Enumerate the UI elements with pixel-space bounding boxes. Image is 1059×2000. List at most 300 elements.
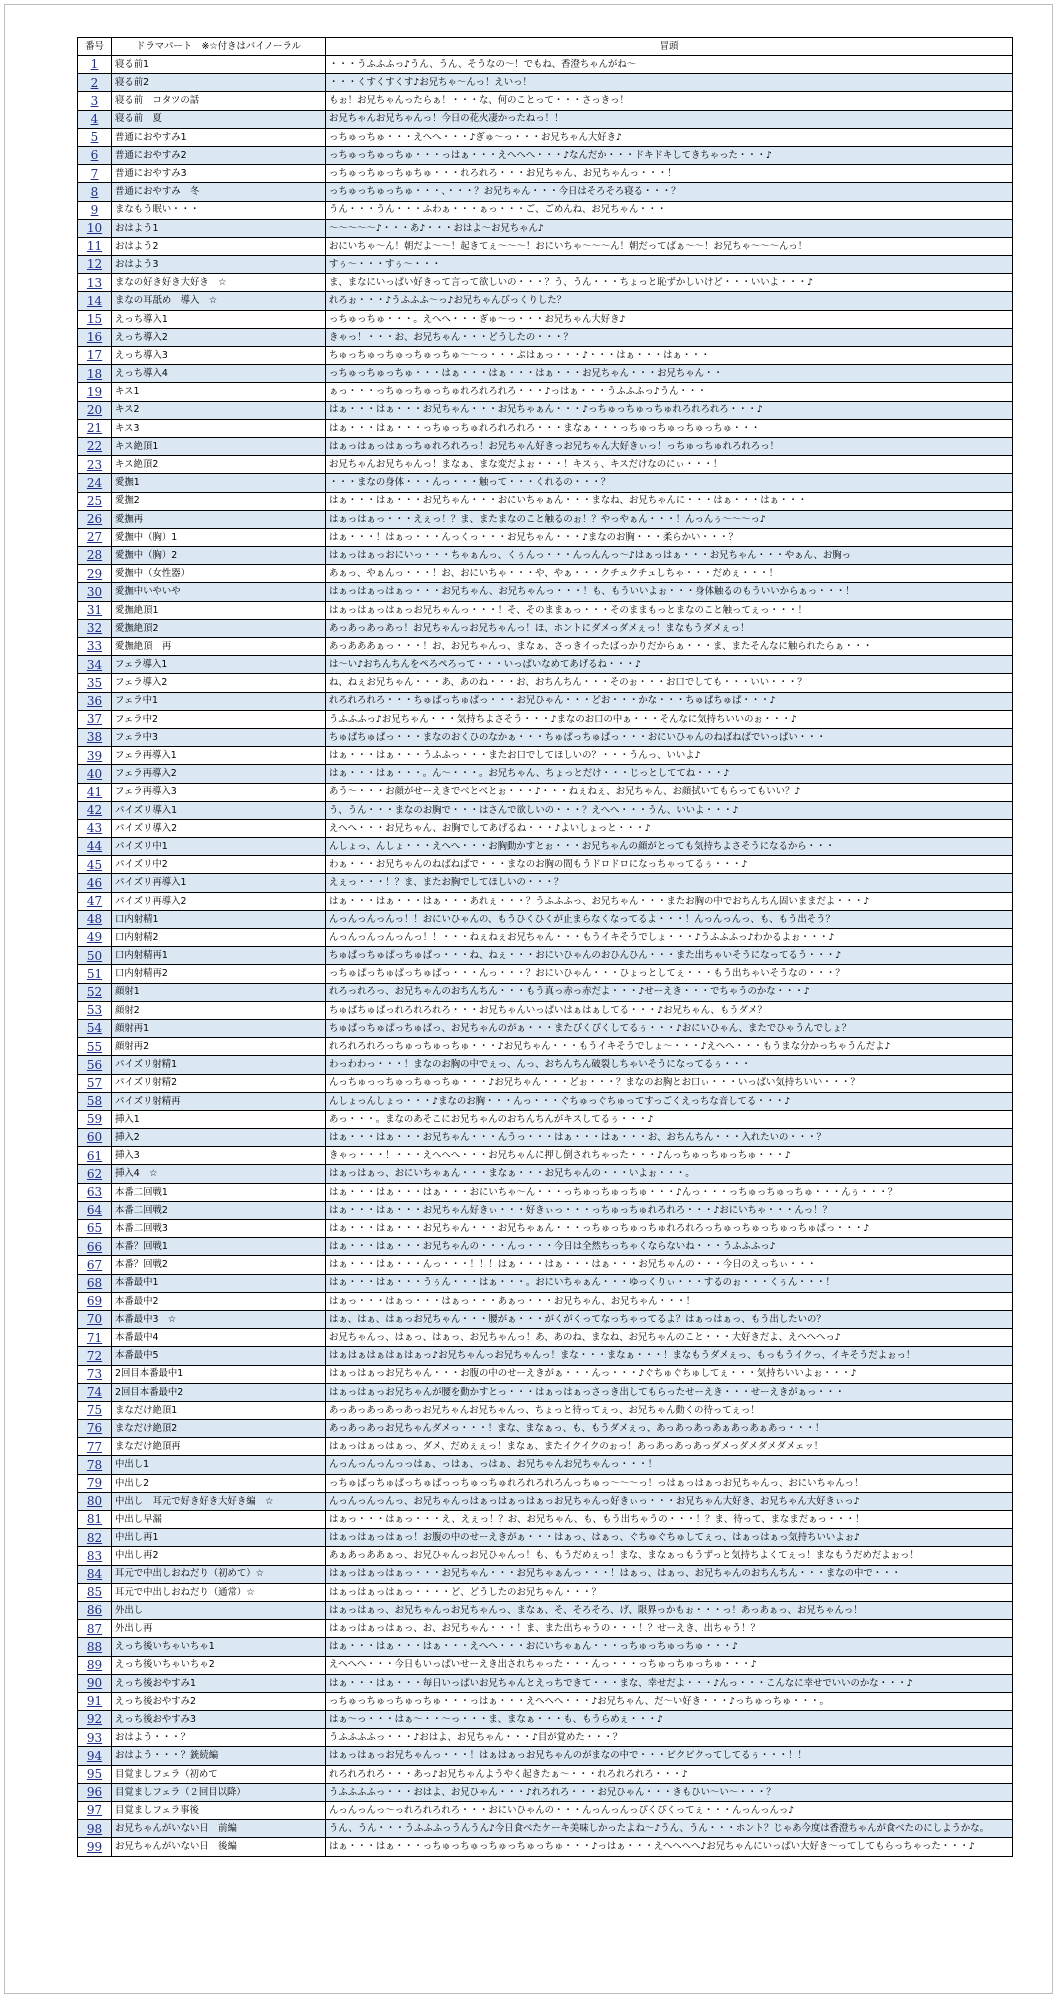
- track-number-link[interactable]: 13: [86, 275, 103, 290]
- table-row: [78, 1565, 1013, 1583]
- track-number-link[interactable]: 68: [86, 1275, 103, 1290]
- track-number-cell: [78, 1529, 112, 1547]
- track-number-cell: [78, 1711, 112, 1729]
- opening-line-cell: お兄ちゃんお兄ちゃんっ！まなぁ、まな変だよぉ・・・！キスぅ、キスだけなのにぃ・・・！: [326, 456, 1013, 474]
- track-number-link[interactable]: 2: [90, 75, 99, 90]
- table-header-row: [78, 38, 1013, 56]
- table-row: [78, 1820, 1013, 1838]
- drama-part-cell: フェラ再導入2: [112, 765, 326, 783]
- table-row: [78, 201, 1013, 219]
- drama-part-cell: 中出し再2: [112, 1547, 326, 1565]
- track-number-link[interactable]: 90: [86, 1676, 103, 1691]
- table-row: [78, 1147, 1013, 1165]
- opening-line-cell: んしょっ、んしょ・・・えへへ・・・お胸動かすとぉ・・・お兄ちゃんの顔がとっても気持ちよさそうになるから・・・: [326, 838, 1013, 856]
- track-number-cell: [78, 1729, 112, 1747]
- drama-part-cell: 愛撫絶頂2: [112, 619, 326, 637]
- drama-part-cell: えっち後いちゃいちゃ2: [112, 1656, 326, 1674]
- track-number-cell: [78, 874, 112, 892]
- track-number-link[interactable]: 10: [86, 221, 103, 236]
- opening-line-cell: わっわわっ・・・！まなのお胸の中でぇっ、んっ、おちんちん破裂しちゃいそうになってるぅ・・・: [326, 1056, 1013, 1074]
- track-number-cell: [78, 474, 112, 492]
- track-number-link[interactable]: 92: [86, 1712, 103, 1727]
- table-row: [78, 1783, 1013, 1801]
- opening-line-cell: れろれろれろ・・・ちゅぱっちゅぱっ・・・お兄ひゃん・・・どお・・・かな・・・ちゅぱちゅぱ・・・♪: [326, 692, 1013, 710]
- track-number-link[interactable]: 62: [86, 1166, 103, 1181]
- track-number-cell: [78, 1765, 112, 1783]
- track-number-cell: [78, 74, 112, 92]
- opening-line-cell: はぁっはぁっはぁっお兄ちゃんっ・・・！そ、そのままぁっ・・・そのままもっとまなのこと触ってぇっ・・・！: [326, 601, 1013, 619]
- track-number-cell: [78, 528, 112, 546]
- track-number-cell: [78, 1438, 112, 1456]
- table-row: [78, 183, 1013, 201]
- track-number-link[interactable]: 12: [86, 257, 103, 272]
- track-number-link[interactable]: 42: [86, 803, 103, 818]
- drama-part-cell: 本番最中4: [112, 1329, 326, 1347]
- track-number-link[interactable]: 83: [86, 1548, 103, 1563]
- track-number-link[interactable]: 67: [86, 1257, 103, 1272]
- table-row: [78, 1638, 1013, 1656]
- table-row: [78, 1038, 1013, 1056]
- table-row: [78, 1019, 1013, 1037]
- track-number-link[interactable]: 78: [86, 1457, 103, 1472]
- track-number-cell: [78, 1674, 112, 1692]
- table-row: [78, 492, 1013, 510]
- opening-line-cell: はぁっはぁっはぁっ、お、お兄ちゃん・・・！ま、また出ちゃうの・・・！？せーえき、出ちゃう！？: [326, 1620, 1013, 1638]
- track-number-link[interactable]: 21: [86, 421, 103, 436]
- track-number-cell: [78, 1110, 112, 1128]
- track-number-link[interactable]: 54: [86, 1021, 103, 1036]
- drama-part-cell: おはよう3: [112, 256, 326, 274]
- track-number-link[interactable]: 48: [86, 912, 103, 927]
- drama-part-cell: フェラ中1: [112, 692, 326, 710]
- track-number-link[interactable]: 31: [86, 603, 103, 618]
- opening-line-cell: うん・・・うん・・・ふわぁ・・・ぁっ・・・ご、ごめんね、お兄ちゃん・・・: [326, 201, 1013, 219]
- opening-line-cell: はぁ・・・はぁ・・・はぁ・・・おにいちゃ〜ん・・・っちゅっちゅっちゅ・・・♪んっ・・・っちゅっちゅっちゅ・・・んぅ・・・？: [326, 1183, 1013, 1201]
- table-row: [78, 1365, 1013, 1383]
- drama-part-cell: 愛撫2: [112, 492, 326, 510]
- table-row: [78, 92, 1013, 110]
- track-number-cell: [78, 819, 112, 837]
- table-row: [78, 1074, 1013, 1092]
- drama-part-cell: おはよう・・・？: [112, 1729, 326, 1747]
- drama-part-cell: まなの好き好き大好き ☆: [112, 274, 326, 292]
- track-number-link[interactable]: 38: [86, 730, 103, 745]
- table-row: [78, 347, 1013, 365]
- table-row: [78, 1529, 1013, 1547]
- drama-part-cell: えっち後おやすみ3: [112, 1711, 326, 1729]
- table-row: [78, 1383, 1013, 1401]
- opening-line-cell: はぁ・・・はぁ・・・お兄ちゃん好きぃ・・・好きぃっ・・・っちゅっちゅれろれろ・・・♪おにいちゃ・・・んっ！？: [326, 1201, 1013, 1219]
- drama-part-cell: パイズリ中2: [112, 856, 326, 874]
- table-row: [78, 165, 1013, 183]
- opening-line-cell: えぇっ・・・！？ま、またお胸でしてほしいの・・・？: [326, 874, 1013, 892]
- track-number-link[interactable]: 36: [86, 693, 103, 708]
- opening-line-cell: んっちゅっっちゅっちゅっちゅ・・・♪お兄ちゃん・・・どぉ・・・？まなのお胸とお口ぃ・・・いっぱい気持ちいい・・・？: [326, 1074, 1013, 1092]
- track-number-cell: [78, 1565, 112, 1583]
- drama-part-cell: 愛撫絶頂1: [112, 601, 326, 619]
- table-row: [78, 983, 1013, 1001]
- drama-part-cell: 愛撫中（胸）1: [112, 528, 326, 546]
- track-number-link[interactable]: 17: [86, 348, 103, 363]
- track-number-link[interactable]: 73: [86, 1366, 103, 1381]
- track-number-link[interactable]: 22: [86, 439, 103, 454]
- drama-part-cell: えっち導入2: [112, 328, 326, 346]
- track-number-link[interactable]: 80: [86, 1494, 103, 1509]
- track-number-link[interactable]: 72: [86, 1348, 103, 1363]
- drama-part-cell: えっち導入1: [112, 310, 326, 328]
- table-row: [78, 910, 1013, 928]
- opening-line-cell: はぁ・・・はぁ・・・はぁ・・・えへへ・・・おにいちゃぁん・・・っちゅっちゅっちゅ・・・♪: [326, 1638, 1013, 1656]
- opening-line-cell: れろれろれろ・・・あっ♪お兄ちゃんようやく起きたぁ〜・・・れろれろれろ・・・♪: [326, 1765, 1013, 1783]
- track-number-cell: [78, 128, 112, 146]
- table-row: [78, 146, 1013, 164]
- track-number-link[interactable]: 44: [86, 839, 103, 854]
- track-number-link[interactable]: 6: [90, 148, 99, 163]
- track-number-cell: [78, 892, 112, 910]
- drama-part-cell: フェラ中2: [112, 710, 326, 728]
- track-number-link[interactable]: 63: [86, 1185, 103, 1200]
- opening-line-cell: はぁっはぁっお兄ちゃんが腰を動かすとっ・・・はぁっはぁっさっき出してもらったせーえき・・・せーえきがぁっ・・・: [326, 1383, 1013, 1401]
- track-number-link[interactable]: 50: [86, 948, 103, 963]
- drama-part-cell: パイズリ射精再: [112, 1092, 326, 1110]
- track-number-cell: [78, 1820, 112, 1838]
- opening-line-cell: れろっれろっ、お兄ちゃんのおちんちん・・・もう真っ赤っ赤だよ・・・♪せーえき・・・でちゃうのかな・・・♪: [326, 983, 1013, 1001]
- track-number-link[interactable]: 34: [86, 657, 103, 672]
- drama-part-cell: まなだけ絶頂再: [112, 1438, 326, 1456]
- drama-part-cell: フェラ導入1: [112, 656, 326, 674]
- opening-line-cell: ぁっ・・・っちゅっちゅっちゅれろれろれろ・・・♪っはぁ・・・うふふふっ♪うん・・・: [326, 383, 1013, 401]
- table-row: [78, 1183, 1013, 1201]
- opening-line-cell: は〜い♪おちんちんをぺろぺろって・・・いっぱいなめてあげるね・・・♪: [326, 656, 1013, 674]
- table-row: [78, 1347, 1013, 1365]
- opening-line-cell: きゃっ・・・！・・・えへへへ・・・お兄ちゃんに押し倒されちゃった・・・♪んっちゅっちゅっちゅ・・・♪: [326, 1147, 1013, 1165]
- drama-part-cell: えっち後おやすみ2: [112, 1692, 326, 1710]
- drama-part-cell: えっち導入3: [112, 347, 326, 365]
- track-number-link[interactable]: 77: [86, 1439, 103, 1454]
- track-number-link[interactable]: 47: [86, 894, 103, 909]
- track-number-link[interactable]: 14: [86, 293, 103, 308]
- track-number-cell: [78, 783, 112, 801]
- track-number-cell: [78, 1220, 112, 1238]
- opening-line-cell: あっあっあっあっあっお兄ちゃんお兄ちゃんっ、ちょっと待ってぇっ、お兄ちゃん動くの待ってぇっ！: [326, 1401, 1013, 1419]
- table-row: [78, 437, 1013, 455]
- track-number-cell: [78, 510, 112, 528]
- track-number-cell: [78, 1074, 112, 1092]
- track-number-link[interactable]: 4: [90, 111, 99, 126]
- drama-part-cell: パイズリ再導入2: [112, 892, 326, 910]
- table-row: [78, 856, 1013, 874]
- track-number-link[interactable]: 74: [86, 1385, 103, 1400]
- drama-part-cell: パイズリ導入1: [112, 801, 326, 819]
- opening-line-cell: はぁっはぁっはぁっ・・・お兄ちゃん、お兄ちゃんっ・・・！も、もういいよぉ・・・身体触るのもういいからぁっ・・・！: [326, 583, 1013, 601]
- drama-part-cell: 中出し再1: [112, 1529, 326, 1547]
- table-row: [78, 292, 1013, 310]
- table-row: [78, 1201, 1013, 1219]
- table-row: [78, 765, 1013, 783]
- track-number-link[interactable]: 5: [90, 130, 99, 145]
- drama-part-cell: お兄ちゃんがいない日 前編: [112, 1820, 326, 1838]
- drama-part-cell: フェラ再導入3: [112, 783, 326, 801]
- opening-line-cell: きゃっ！・・・お、お兄ちゃん・・・どうしたの・・・？: [326, 328, 1013, 346]
- drama-part-cell: フェラ導入2: [112, 674, 326, 692]
- track-number-cell: [78, 56, 112, 74]
- track-number-link[interactable]: 97: [86, 1803, 103, 1818]
- track-number-link[interactable]: 32: [86, 621, 103, 636]
- track-number-cell: [78, 347, 112, 365]
- track-number-link[interactable]: 23: [86, 457, 103, 472]
- drama-part-cell: 普通におやすみ1: [112, 128, 326, 146]
- track-number-link[interactable]: 51: [86, 966, 103, 981]
- track-number-cell: [78, 165, 112, 183]
- track-number-link[interactable]: 60: [86, 1130, 103, 1145]
- track-number-link[interactable]: 49: [86, 930, 103, 945]
- track-number-link[interactable]: 57: [86, 1075, 103, 1090]
- track-number-link[interactable]: 18: [86, 366, 103, 381]
- track-number-link[interactable]: 27: [86, 530, 103, 545]
- drama-part-cell: 普通におやすみ3: [112, 165, 326, 183]
- opening-line-cell: はぁ・・・はぁ・・・お兄ちゃん・・・お兄ちゃぁん・・・♪っちゅっちゅっちゅれろれろれろ・・・♪: [326, 401, 1013, 419]
- track-number-link[interactable]: 3: [90, 93, 99, 108]
- track-number-link[interactable]: 96: [86, 1785, 103, 1800]
- track-number-cell: [78, 1401, 112, 1419]
- table-row: [78, 929, 1013, 947]
- opening-line-cell: あう〜・・・お顔がせーえきでベとべとぉ・・・♪・・・ねぇねぇ、お兄ちゃん、お顔拭いてもらってもいい？♪: [326, 783, 1013, 801]
- track-number-link[interactable]: 88: [86, 1639, 103, 1654]
- track-number-cell: [78, 110, 112, 128]
- track-number-cell: [78, 1347, 112, 1365]
- opening-line-cell: っちゅっちゅ・・・えへへ・・・♪ぎゅ〜っ・・・お兄ちゃん大好き♪: [326, 128, 1013, 146]
- drama-part-cell: パイズリ中1: [112, 838, 326, 856]
- track-number-cell: [78, 1056, 112, 1074]
- drama-part-cell: フェラ再導入1: [112, 747, 326, 765]
- drama-part-cell: えっち導入4: [112, 365, 326, 383]
- track-number-link[interactable]: 89: [86, 1657, 103, 1672]
- table-row: [78, 128, 1013, 146]
- drama-part-cell: 2回目本番最中1: [112, 1365, 326, 1383]
- track-number-cell: [78, 1547, 112, 1565]
- track-number-link[interactable]: 16: [86, 330, 103, 345]
- track-number-link[interactable]: 85: [86, 1585, 103, 1600]
- table-row: [78, 1238, 1013, 1256]
- track-number-link[interactable]: 81: [86, 1512, 103, 1527]
- drama-part-cell: まなだけ絶頂2: [112, 1420, 326, 1438]
- track-number-link[interactable]: 26: [86, 512, 103, 527]
- track-number-link[interactable]: 20: [86, 402, 103, 417]
- table-row: [78, 1420, 1013, 1438]
- track-number-cell: [78, 456, 112, 474]
- drama-part-cell: フェラ中3: [112, 728, 326, 746]
- opening-line-cell: っちゅっちゅ・・・。えへへ・・・ぎゅ〜っ・・・お兄ちゃん大好き♪: [326, 310, 1013, 328]
- track-number-cell: [78, 1165, 112, 1183]
- track-number-link[interactable]: 37: [86, 712, 103, 727]
- drama-part-cell: パイズリ導入2: [112, 819, 326, 837]
- track-number-link[interactable]: 35: [86, 675, 103, 690]
- track-number-link[interactable]: 98: [86, 1821, 103, 1836]
- opening-line-cell: はぁ・・・はぁ・・・。ん〜・・・。お兄ちゃん、ちょっとだけ・・・じっとしててね・・・♪: [326, 765, 1013, 783]
- track-number-link[interactable]: 15: [86, 312, 103, 327]
- table-row: [78, 365, 1013, 383]
- opening-line-cell: っちゅっちゅっちゅ・・・、・・・？お兄ちゃん・・・今日はそろそろ寝る・・・？: [326, 183, 1013, 201]
- table-row: [78, 1620, 1013, 1638]
- track-number-link[interactable]: 91: [86, 1694, 103, 1709]
- track-number-link[interactable]: 1: [90, 57, 99, 72]
- table-row: [78, 1329, 1013, 1347]
- opening-line-cell: うふふふふっ・・・おはよ、お兄ひゃん・・・♪れろれろ・・・お兄ひゃん・・・きもひい〜い〜・・・？: [326, 1783, 1013, 1801]
- opening-line-cell: あっあっあっあっ！お兄ちゃんっお兄ちゃんっ！ほ、ホントにダメっダメぇっ！まなもうダメぇっ！: [326, 619, 1013, 637]
- drama-part-cell: 普通におやすみ2: [112, 146, 326, 164]
- track-number-link[interactable]: 25: [86, 493, 103, 508]
- track-number-link[interactable]: 55: [86, 1039, 103, 1054]
- track-number-cell: [78, 765, 112, 783]
- drama-part-cell: キス絶頂1: [112, 437, 326, 455]
- track-number-link[interactable]: 7: [90, 166, 99, 181]
- drama-part-cell: 顔射2: [112, 1001, 326, 1019]
- table-row: [78, 1056, 1013, 1074]
- table-row: [78, 456, 1013, 474]
- track-number-cell: [78, 1001, 112, 1019]
- track-number-link[interactable]: 99: [86, 1839, 103, 1854]
- opening-line-cell: っちゅぱっちゅぱっちゅぱっ・・・んっ・・・？おにいひゃん・・・ひょっとしてぇ・・・もう出ちゃいそうなの・・・？: [326, 965, 1013, 983]
- track-number-link[interactable]: 66: [86, 1239, 103, 1254]
- track-number-link[interactable]: 58: [86, 1094, 103, 1109]
- drama-part-cell: 愛撫中（女性器）: [112, 565, 326, 583]
- track-number-link[interactable]: 65: [86, 1221, 103, 1236]
- track-number-cell: [78, 1019, 112, 1037]
- track-number-link[interactable]: 71: [86, 1330, 103, 1345]
- drama-part-cell: 愛撫再: [112, 510, 326, 528]
- track-number-link[interactable]: 53: [86, 1003, 103, 1018]
- track-number-link[interactable]: 70: [86, 1312, 103, 1327]
- table-row: [78, 110, 1013, 128]
- track-number-link[interactable]: 43: [86, 821, 103, 836]
- track-number-cell: [78, 1183, 112, 1201]
- drama-part-cell: 口内射精再2: [112, 965, 326, 983]
- track-number-link[interactable]: 29: [86, 566, 103, 581]
- track-number-cell: [78, 1201, 112, 1219]
- table-row: [78, 1456, 1013, 1474]
- drama-part-cell: 本番？回戦1: [112, 1238, 326, 1256]
- track-number-cell: [78, 274, 112, 292]
- drama-part-cell: まなもう眠い・・・: [112, 201, 326, 219]
- track-number-link[interactable]: 95: [86, 1767, 103, 1782]
- track-number-link[interactable]: 93: [86, 1730, 103, 1745]
- table-row: [78, 1583, 1013, 1601]
- table-row: [78, 965, 1013, 983]
- table-row: [78, 1656, 1013, 1674]
- track-number-cell: [78, 656, 112, 674]
- table-row: [78, 1438, 1013, 1456]
- table-row: [78, 1310, 1013, 1328]
- track-number-link[interactable]: 61: [86, 1148, 103, 1163]
- opening-line-cell: はぁはぁはぁはぁはぁっ♪お兄ちゃんっお兄ちゃんっ！まな・・・まなぁ・・・！まなもうダメぇっ、もっもうイクっ、イキそうだよぉっ！: [326, 1347, 1013, 1365]
- opening-line-cell: はぁっはぁっはぁっ・・・・ど、どうしたのお兄ちゃん・・・？: [326, 1583, 1013, 1601]
- track-number-link[interactable]: 19: [86, 384, 103, 399]
- track-number-link[interactable]: 86: [86, 1603, 103, 1618]
- track-number-cell: [78, 1147, 112, 1165]
- track-number-link[interactable]: 39: [86, 748, 103, 763]
- opening-line-cell: はぁ・・・はぁ・・・毎日いっぱいお兄ちゃんとえっちできて・・・まな、幸せだよ・・・♪んっ・・・こんなに幸せでいいのかな・・・♪: [326, 1674, 1013, 1692]
- track-number-link[interactable]: 8: [90, 184, 99, 199]
- track-number-link[interactable]: 59: [86, 1112, 103, 1127]
- drama-part-cell: まなの耳舐め 導入 ☆: [112, 292, 326, 310]
- track-number-cell: [78, 1365, 112, 1383]
- drama-track-table: [77, 37, 1013, 1857]
- track-number-link[interactable]: 40: [86, 766, 103, 781]
- track-number-link[interactable]: 79: [86, 1476, 103, 1491]
- track-number-link[interactable]: 82: [86, 1530, 103, 1545]
- track-number-link[interactable]: 28: [86, 548, 103, 563]
- drama-part-cell: お兄ちゃんがいない日 後編: [112, 1838, 326, 1856]
- track-number-link[interactable]: 94: [86, 1748, 103, 1763]
- drama-part-cell: 本番最中3 ☆: [112, 1310, 326, 1328]
- table-row: [78, 728, 1013, 746]
- track-number-cell: [78, 1420, 112, 1438]
- table-row: [78, 710, 1013, 728]
- track-number-cell: [78, 619, 112, 637]
- track-number-link[interactable]: 24: [86, 475, 103, 490]
- track-number-link[interactable]: 45: [86, 857, 103, 872]
- table-row: [78, 656, 1013, 674]
- track-number-link[interactable]: 33: [86, 639, 103, 654]
- track-number-link[interactable]: 56: [86, 1057, 103, 1072]
- opening-line-cell: んしょっんしょっ・・・♪まなのお胸・・・んっ・・・ぐちゅっぐちゅってすっごくえっちな音してる・・・♪: [326, 1092, 1013, 1110]
- track-number-link[interactable]: 30: [86, 584, 103, 599]
- table-row: [78, 838, 1013, 856]
- track-number-cell: [78, 838, 112, 856]
- opening-line-cell: ちゅぱっちゅぱっちゅぱっ・・・ね、ねぇ・・・おにいひゃんのおひんひん・・・また出ちゃいそうになってるう・・・♪: [326, 947, 1013, 965]
- drama-part-cell: 口内射精2: [112, 929, 326, 947]
- drama-part-cell: パイズリ射精2: [112, 1074, 326, 1092]
- table-row: [78, 1220, 1013, 1238]
- opening-line-cell: えへへへ・・・今日もいっぱいせーえき出されちゃった・・・んっ・・・っちゅっちゅっちゅ・・・♪: [326, 1656, 1013, 1674]
- drama-part-cell: パイズリ射精1: [112, 1056, 326, 1074]
- opening-line-cell: うふふふふっ・・・♪おはよ、お兄ちゃん・・・♪目が覚めた・・・？: [326, 1729, 1013, 1747]
- drama-part-cell: 中出し 耳元で好き好き大好き編 ☆: [112, 1492, 326, 1510]
- track-number-link[interactable]: 75: [86, 1403, 103, 1418]
- opening-line-cell: はぁ・・・はぁ・・・お兄ちゃん・・・お兄ちゃぁん・・・っちゅっちゅっちゅれろれろっちゅっちゅっちゅっちゅぱっ・・・♪: [326, 1220, 1013, 1238]
- track-number-cell: [78, 1638, 112, 1656]
- track-number-link[interactable]: 69: [86, 1294, 103, 1309]
- drama-part-cell: 中出し2: [112, 1474, 326, 1492]
- drama-part-cell: キス1: [112, 383, 326, 401]
- opening-line-cell: はぁ・・・！はぁっ・・・んっくっ・・・お兄ちゃん・・・♪まなのお胸・・・柔らかい・・・？: [326, 528, 1013, 546]
- track-number-link[interactable]: 76: [86, 1421, 103, 1436]
- header-drama-part: ドラマパート ※☆付きはバイノーラル: [112, 38, 326, 56]
- track-number-link[interactable]: 11: [86, 239, 103, 254]
- drama-part-cell: 耳元で中出しおねだり（初めて）☆: [112, 1565, 326, 1583]
- drama-part-cell: 挿入2: [112, 1129, 326, 1147]
- table-row: [78, 1110, 1013, 1128]
- track-number-cell: [78, 910, 112, 928]
- track-number-link[interactable]: 52: [86, 984, 103, 999]
- table-row: [78, 328, 1013, 346]
- track-number-link[interactable]: 64: [86, 1203, 103, 1218]
- table-row: [78, 1765, 1013, 1783]
- track-number-cell: [78, 492, 112, 510]
- track-number-link[interactable]: 41: [86, 784, 103, 799]
- drama-part-cell: 寝る前 コタツの話: [112, 92, 326, 110]
- track-number-link[interactable]: 9: [90, 202, 99, 217]
- opening-line-cell: んっんっんっ〜っれろれろれろ・・・おにいひゃんの・・・んっんっんっぴくぴくってぇ・・・んっんっんっ♪: [326, 1802, 1013, 1820]
- opening-line-cell: ね、ねぇお兄ちゃん・・・あ、あのね・・・お、おちんちん・・・そのぉ・・・お口でしても・・・いい・・・？: [326, 674, 1013, 692]
- opening-line-cell: はぁっはぁっ、おにいちゃぁん・・・まなぁ・・・お兄ちゃんの・・・いよぉ・・・。: [326, 1165, 1013, 1183]
- table-row: [78, 1274, 1013, 1292]
- track-number-link[interactable]: 46: [86, 875, 103, 890]
- table-row: [78, 674, 1013, 692]
- drama-part-cell: 顔射1: [112, 983, 326, 1001]
- track-number-link[interactable]: 84: [86, 1566, 103, 1581]
- track-number-link[interactable]: 87: [86, 1621, 103, 1636]
